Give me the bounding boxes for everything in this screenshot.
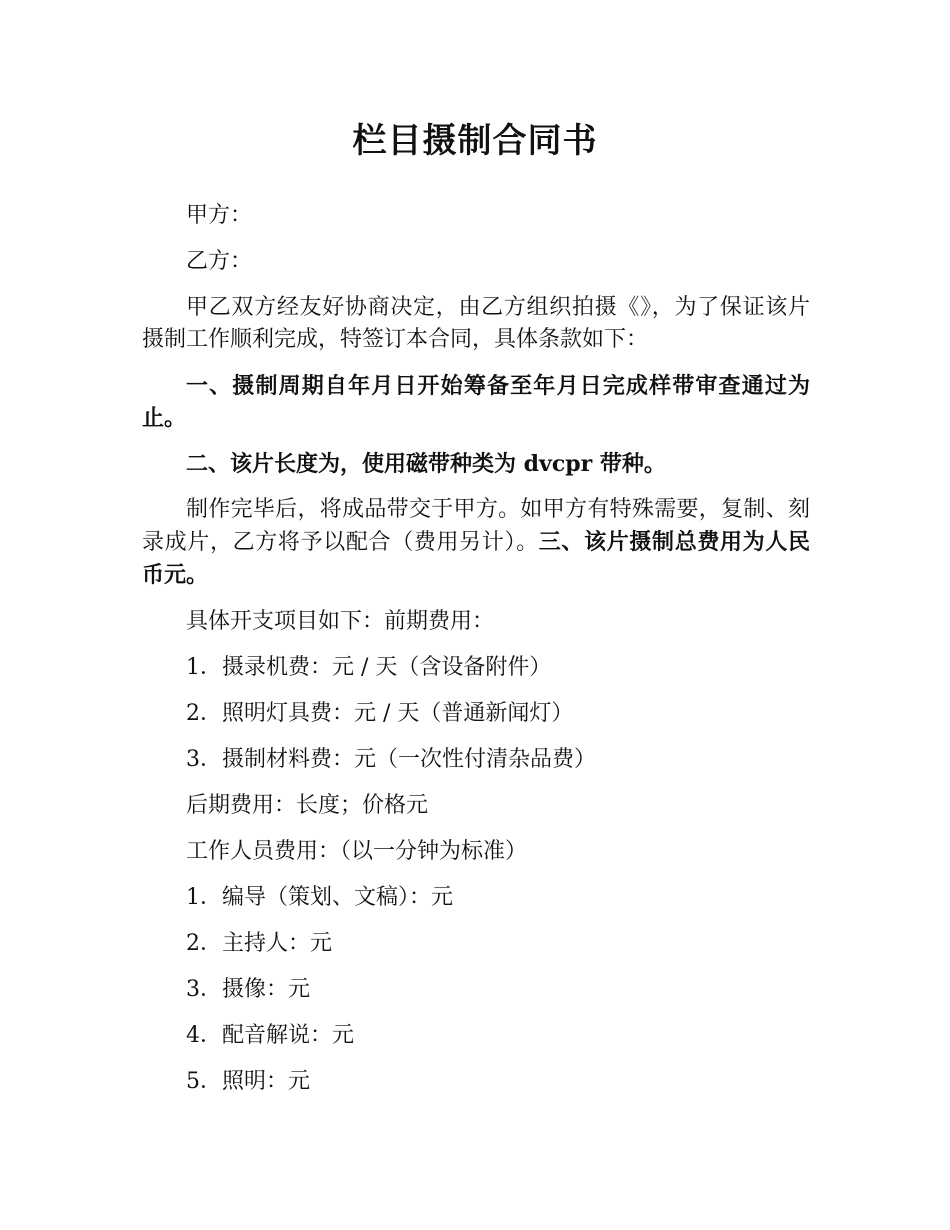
staff-item-1: 1．编导（策划、文稿）：元 [186,885,453,910]
pre-item-3: 3．摄制材料费：元（一次性付清杂品费） [186,747,596,772]
clause-3: 三、该片摄制总费用为人民币元。 [142,529,810,588]
clause-1: 一、摄制周期自年月日开始筹备至年月日完成样带审查通过为止。 [142,373,810,431]
delivery-text: 制作完毕后，将成品带交于甲方。如甲方有特殊需要，复制、刻录成片，乙方将予以配合（费用另计）。 [142,497,810,555]
staff-item-4: 4．配音解说：元 [186,1023,354,1048]
document-body [142,200,810,1112]
party-b-line: 乙方： [186,249,253,274]
staff-item-2: 2．主持人：元 [186,931,332,956]
clause-2: 二、该片长度为，使用磁带种类为 dvcpr 带种。 [186,451,666,477]
intro-paragraph: 甲乙双方经友好协商决定，由乙方组织拍摄《》，为了保证该片摄制工作顺利完成，特签订本合同，具体条款如下： [142,295,810,352]
staff-intro: 工作人员费用：（以一分钟为标准） [186,839,528,864]
document-title: 栏目摄制合同书 [352,121,598,161]
delivery-paragraph [142,494,810,592]
expense-intro: 具体开支项目如下：前期费用： [186,609,495,634]
staff-item-3: 3．摄像：元 [186,977,310,1002]
pre-item-1: 1．摄录机费：元 / 天（含设备附件） [186,655,552,680]
post-cost-line: 后期费用：长度；价格元 [186,793,429,818]
party-a-line: 甲方： [186,203,253,228]
pre-item-2: 2．照明灯具费：元 / 天（普通新闻灯） [186,701,574,726]
staff-item-5: 5．照明：元 [186,1069,310,1094]
